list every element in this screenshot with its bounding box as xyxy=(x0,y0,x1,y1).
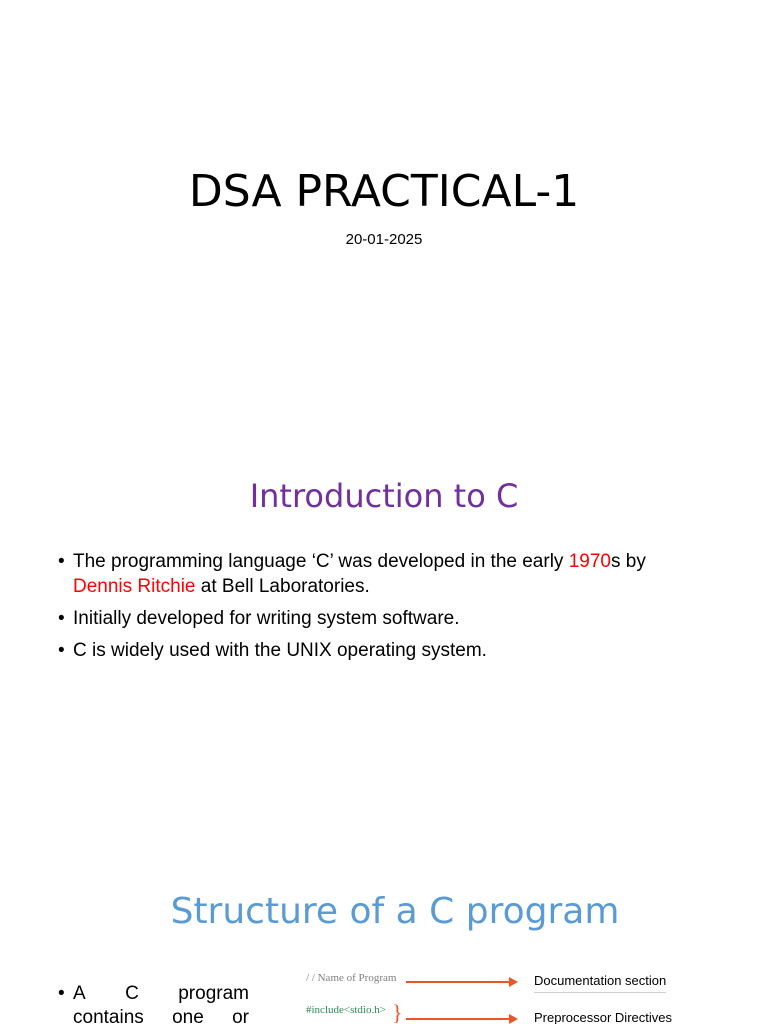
slide-heading: Structure of a C program xyxy=(170,891,620,932)
paragraph-line xyxy=(58,982,249,1006)
bullet-item xyxy=(58,606,718,631)
slide-title: DSA PRACTICAL-1 xyxy=(188,166,580,217)
arrow-icon xyxy=(406,1018,516,1020)
structure-paragraph xyxy=(58,982,249,1024)
paragraph-word: one xyxy=(172,1007,204,1024)
section-label-preprocessor: Preprocessor Directives xyxy=(534,1010,672,1024)
brace-icon: } xyxy=(392,1000,403,1024)
paragraph-word: contains xyxy=(73,1007,144,1024)
code-comment: / / Name of Program xyxy=(306,972,397,984)
divider xyxy=(534,992,666,993)
paragraph-line xyxy=(58,1006,249,1024)
paragraph-word: program xyxy=(178,983,249,1004)
title-slide xyxy=(0,0,768,432)
intro-slide xyxy=(0,432,768,864)
bullet-item xyxy=(58,549,718,599)
structure-slide xyxy=(0,864,768,1024)
bullet-item xyxy=(58,638,718,663)
bullet-text: s by xyxy=(610,551,646,572)
highlight-year: 1970 xyxy=(568,551,611,572)
structure-diagram xyxy=(300,968,768,1024)
code-include: #include<stdio.h> xyxy=(306,1004,386,1016)
slide-date: 20-01-2025 xyxy=(345,231,423,248)
bullet-text: The programming language ‘C’ was developed in the early xyxy=(73,551,569,572)
section-label-documentation: Documentation section xyxy=(534,973,667,988)
slide-heading: Introduction to C xyxy=(249,477,519,515)
paragraph-word: • A xyxy=(58,982,86,1006)
highlight-name: Dennis Ritchie xyxy=(73,576,196,597)
bullet-list xyxy=(58,549,718,670)
bullet-text: at Bell Laboratories. xyxy=(195,576,370,597)
paragraph-word: or xyxy=(232,1007,249,1024)
bullet-text: Initially developed for writing system software. xyxy=(73,608,460,629)
paragraph-word: C xyxy=(125,983,139,1004)
arrow-icon xyxy=(406,981,516,983)
bullet-text: C is widely used with the UNIX operating system. xyxy=(73,640,487,661)
